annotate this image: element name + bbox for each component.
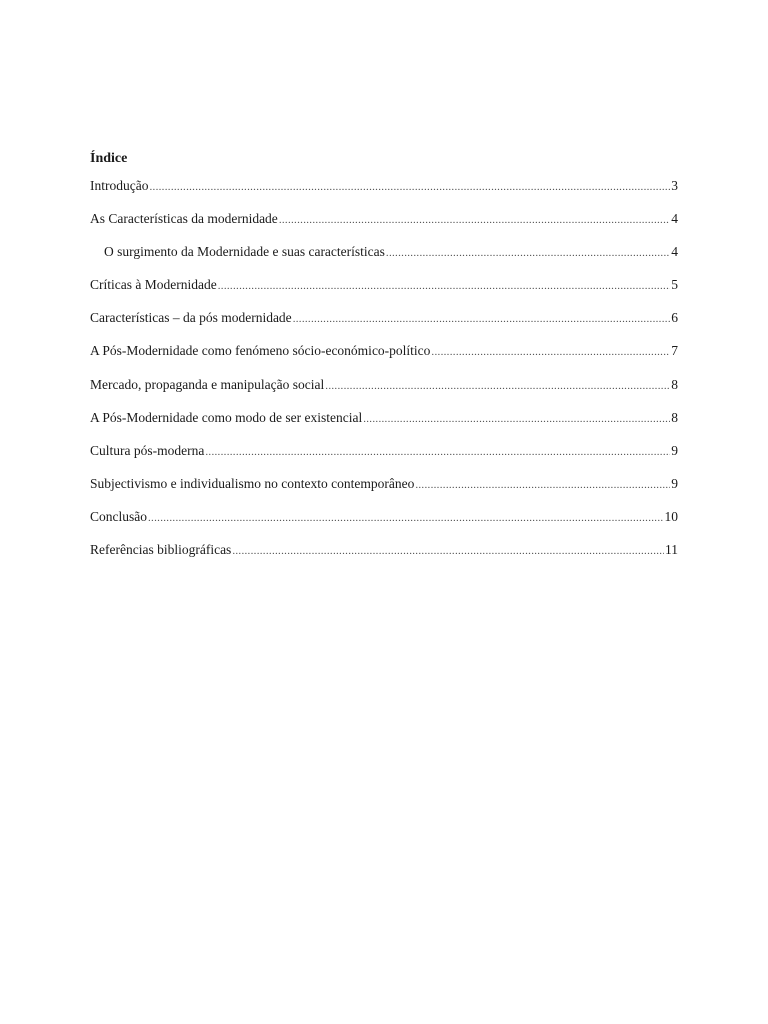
toc-entry-page: 8 <box>671 376 678 392</box>
toc-subentry[interactable] <box>90 242 678 275</box>
toc-entry[interactable] <box>90 375 678 408</box>
toc-entry-title: Mercado, propaganda e manipulação social <box>90 376 325 392</box>
dot-leader <box>431 342 670 362</box>
dot-leader <box>149 177 670 197</box>
toc-entry[interactable] <box>90 341 678 374</box>
toc-entry-page: 3 <box>671 178 678 193</box>
toc-entry-title: Subjectivismo e individualismo no contexto contemporâneo <box>90 475 415 491</box>
dot-leader <box>205 442 670 462</box>
toc-entry-title: Cultura pós-moderna <box>90 442 205 458</box>
toc-entry-page: 10 <box>664 508 678 524</box>
toc-entry-page: 11 <box>665 542 678 558</box>
table-of-contents <box>90 176 678 573</box>
toc-entry-title: Críticas à Modernidade <box>90 277 217 293</box>
toc-entry[interactable] <box>90 176 678 209</box>
toc-entry-title: A Pós-Modernidade como fenómeno sócio-económico-político <box>90 343 431 359</box>
toc-entry[interactable] <box>90 308 678 341</box>
dot-leader <box>148 508 664 528</box>
toc-entry[interactable] <box>90 540 678 573</box>
dot-leader <box>386 243 670 263</box>
toc-entry-page: 8 <box>671 409 678 425</box>
toc-entry-page: 7 <box>671 343 678 359</box>
toc-entry[interactable] <box>90 441 678 474</box>
toc-entry-page: 9 <box>671 442 678 458</box>
toc-entry-title: A Pós-Modernidade como modo de ser existencial <box>90 409 363 425</box>
toc-entry-title: Características – da pós modernidade <box>90 310 292 326</box>
toc-entry-page: 4 <box>671 211 678 227</box>
toc-entry-page: 6 <box>671 310 678 326</box>
toc-entry-title: Introdução <box>90 178 149 193</box>
toc-entry[interactable] <box>90 507 678 540</box>
toc-entry-title: O surgimento da Modernidade e suas características <box>104 244 385 260</box>
toc-entry-title: Conclusão <box>90 508 147 524</box>
dot-leader <box>415 475 670 495</box>
toc-entry-page: 4 <box>671 244 678 260</box>
toc-entry[interactable] <box>90 408 678 441</box>
dot-leader <box>232 541 664 561</box>
toc-entry[interactable] <box>90 209 678 242</box>
toc-entry-page: 9 <box>671 475 678 491</box>
dot-leader <box>325 376 670 396</box>
toc-heading: Índice <box>90 151 128 166</box>
toc-entry-title: Referências bibliográficas <box>90 542 232 558</box>
toc-entry[interactable] <box>90 275 678 308</box>
dot-leader <box>218 276 671 296</box>
dot-leader <box>293 309 671 329</box>
dot-leader <box>279 210 670 230</box>
toc-entry[interactable] <box>90 474 678 507</box>
toc-entry-page: 5 <box>671 277 678 293</box>
toc-entry-title: As Características da modernidade <box>90 211 278 227</box>
dot-leader <box>363 409 670 429</box>
